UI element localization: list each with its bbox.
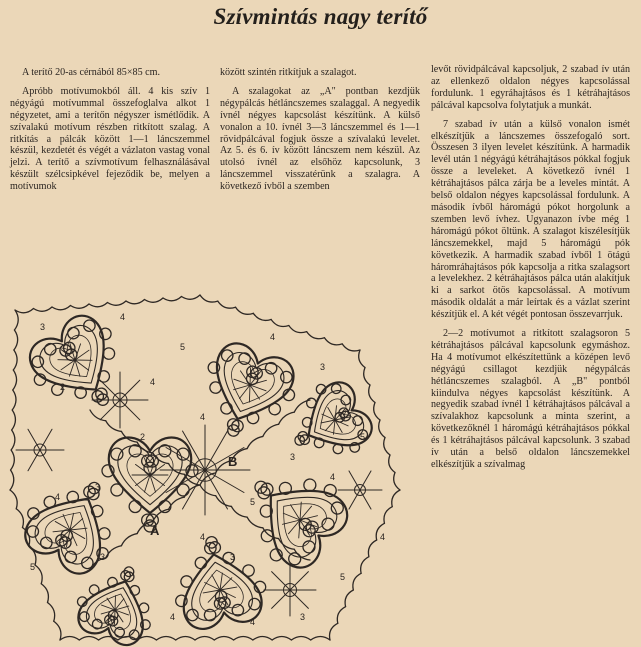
stitch-count-label: 5 <box>340 572 346 582</box>
stitch-count-label: 3 <box>230 552 236 562</box>
arch-chain <box>359 350 400 490</box>
stitch-count-label: 2 <box>60 382 66 392</box>
arch-chain <box>200 295 360 351</box>
stitch-count-label: 3 <box>300 612 306 622</box>
heart-motif <box>226 447 360 581</box>
arch-chain <box>15 295 200 313</box>
stitch-count-label: 4 <box>270 332 276 342</box>
stitch-count-label: 4 <box>170 612 176 622</box>
paragraph: Apróbb motívumokból áll. 4 kis szív 1 négyágú motívummal összefoglalva alkot 1 négyzetet, ami a terítőn négyszer ismétlődik. A szívalakú motívum részben ritkított szalag. A ritkítás a pálcák között 1—1 láncszemmel készül, kezdetét és végét a vázlaton vastag vonal jelzi. A terítő a szívmotívum felhasználásával készült szélcsipkével fejeződik be, melyen a motívumok <box>10 85 210 193</box>
heart-motif <box>69 554 167 647</box>
stitch-count-label: 5 <box>180 342 186 352</box>
stitch-count-label: 4 <box>200 412 206 422</box>
text-column-3 <box>431 64 630 471</box>
stitch-count-label: 3 <box>290 452 296 462</box>
stitch-count-label: 5 <box>360 432 366 442</box>
stitch-count-label: 4 <box>55 492 61 502</box>
text-column-1 <box>10 67 210 193</box>
stitch-count-label: 3 <box>40 322 46 332</box>
heart-motif <box>166 529 271 633</box>
point-b-label: B <box>228 454 238 469</box>
stitch-count-label: 4 <box>380 532 386 542</box>
stitch-count-label: 3 <box>95 482 101 492</box>
heart-motif <box>189 336 305 451</box>
arch-chain <box>90 400 310 570</box>
page-title: Szívmintás nagy terítő <box>213 4 428 29</box>
arch-chain <box>10 490 61 640</box>
paragraph: A szalagokat az „A" pontban kezdjük négypálcás hétláncszemes szalaggal. A negyedik ívnél négyes kapcsolást készítünk. A külső vonalon a 10. ívnél 3—3 láncszemmel és 1—1 rövidpálcával fogjuk össze a szívalakú levelet. Az 5. és 6. ív között láncszem nem készül. Az utolsó ívnél az elsőhöz kapcsolunk, 3 láncszemmel visszatérünk a szalagra. A következő ívből a szemben <box>220 85 420 193</box>
heart-motif <box>102 438 198 532</box>
stitch-count-label: 5 <box>250 497 256 507</box>
star-motif <box>16 429 64 471</box>
arch-chain <box>10 310 18 490</box>
stitch-count-label: 4 <box>250 617 256 627</box>
paragraph: A terítő 20-as cérnából 85×85 cm. <box>22 67 160 78</box>
paragraph: között szintén ritkítjuk a szalagot. <box>220 67 357 78</box>
paragraph: 7 szabad ív után a külső vonalon ismét elkészítjük a láncszemes összefogaló sort. Összesen 3 ilyen levelet készítünk. A harmadik levél után 1 négyágú kétráhajtásos pókkal fogjuk össze a leveleket. A következő ívnél 1 kétráhajtásos pálca zárja be a leveles mintát. A belső oldalon négyes kapcsolással fordulunk. A második ívből háromágú pókot horgolunk a szemben levő ívhez. Ugyanazon ívbe még 1 háromágú pókot öltünk. A szalagot kiszélesítjük láncszemekkel, majd 5 háromágú pók következik. A harmadik szabad ívből 1 ötágú háromráhajtásos pók kapcsolja a ritka szalagsort a levelekhez. 2 kétráhajtásos pálca után alakítjuk ki a sarkot ötös kapcsolással. A motívum második oldalát a már leírtak és a vázlat szerint készítjük el. A két végét pontosan összevarrjuk. <box>431 118 630 321</box>
heart-motif <box>17 305 143 431</box>
stitch-count-label: 4 <box>150 377 156 387</box>
paragraph: 2—2 motívumot a ritkított szalagsoron 5 kétráhajtásos pálcával kapcsolunk egymáshoz. Ha 4 motívumot elkészítettünk a középen levő négyágú csillagot kezdjük négypálcás hétláncszemes szalagból. A „B" pontból kiindulva négyes kapcsolást készítünk. A negyedik szabad ívnél 1 kétráhajtásos pálcával a szívalakhoz kapcsolunk a minta szerint, a következőknél 1 háromágú kétráhajtásos pókkal és 1 kétráhajtásos pálcával kapcsolunk. 3 szabad ív után a belső oldalon láncszemekkel elkészítjük a szívalmag <box>431 328 630 470</box>
crochet-pattern-diagram <box>0 290 430 647</box>
stitch-count-label: 2 <box>140 432 146 442</box>
stitch-count-label: 4 <box>330 472 336 482</box>
point-a-label: A <box>150 523 160 538</box>
stitch-count-label: 3 <box>320 362 326 372</box>
stitch-count-label: 4 <box>120 312 126 322</box>
star-motif <box>338 471 382 509</box>
stitch-count-label: 3 <box>100 552 106 562</box>
star-motif <box>264 564 316 616</box>
paragraph: levőt rövidpálcával kapcsoljuk, 2 szabad ív után az ellenkező oldalon négyes kapcsolással fordulunk. 1 egyráhajtásos és 1 kétráhajtásos pálcával kapcsolva folytatjuk a munkát. <box>431 64 630 111</box>
arch-chain <box>330 490 400 640</box>
text-column-2 <box>220 67 420 193</box>
stitch-count-label: 5 <box>30 562 36 572</box>
arch-chain <box>60 637 330 641</box>
stitch-count-label: 4 <box>200 532 206 542</box>
